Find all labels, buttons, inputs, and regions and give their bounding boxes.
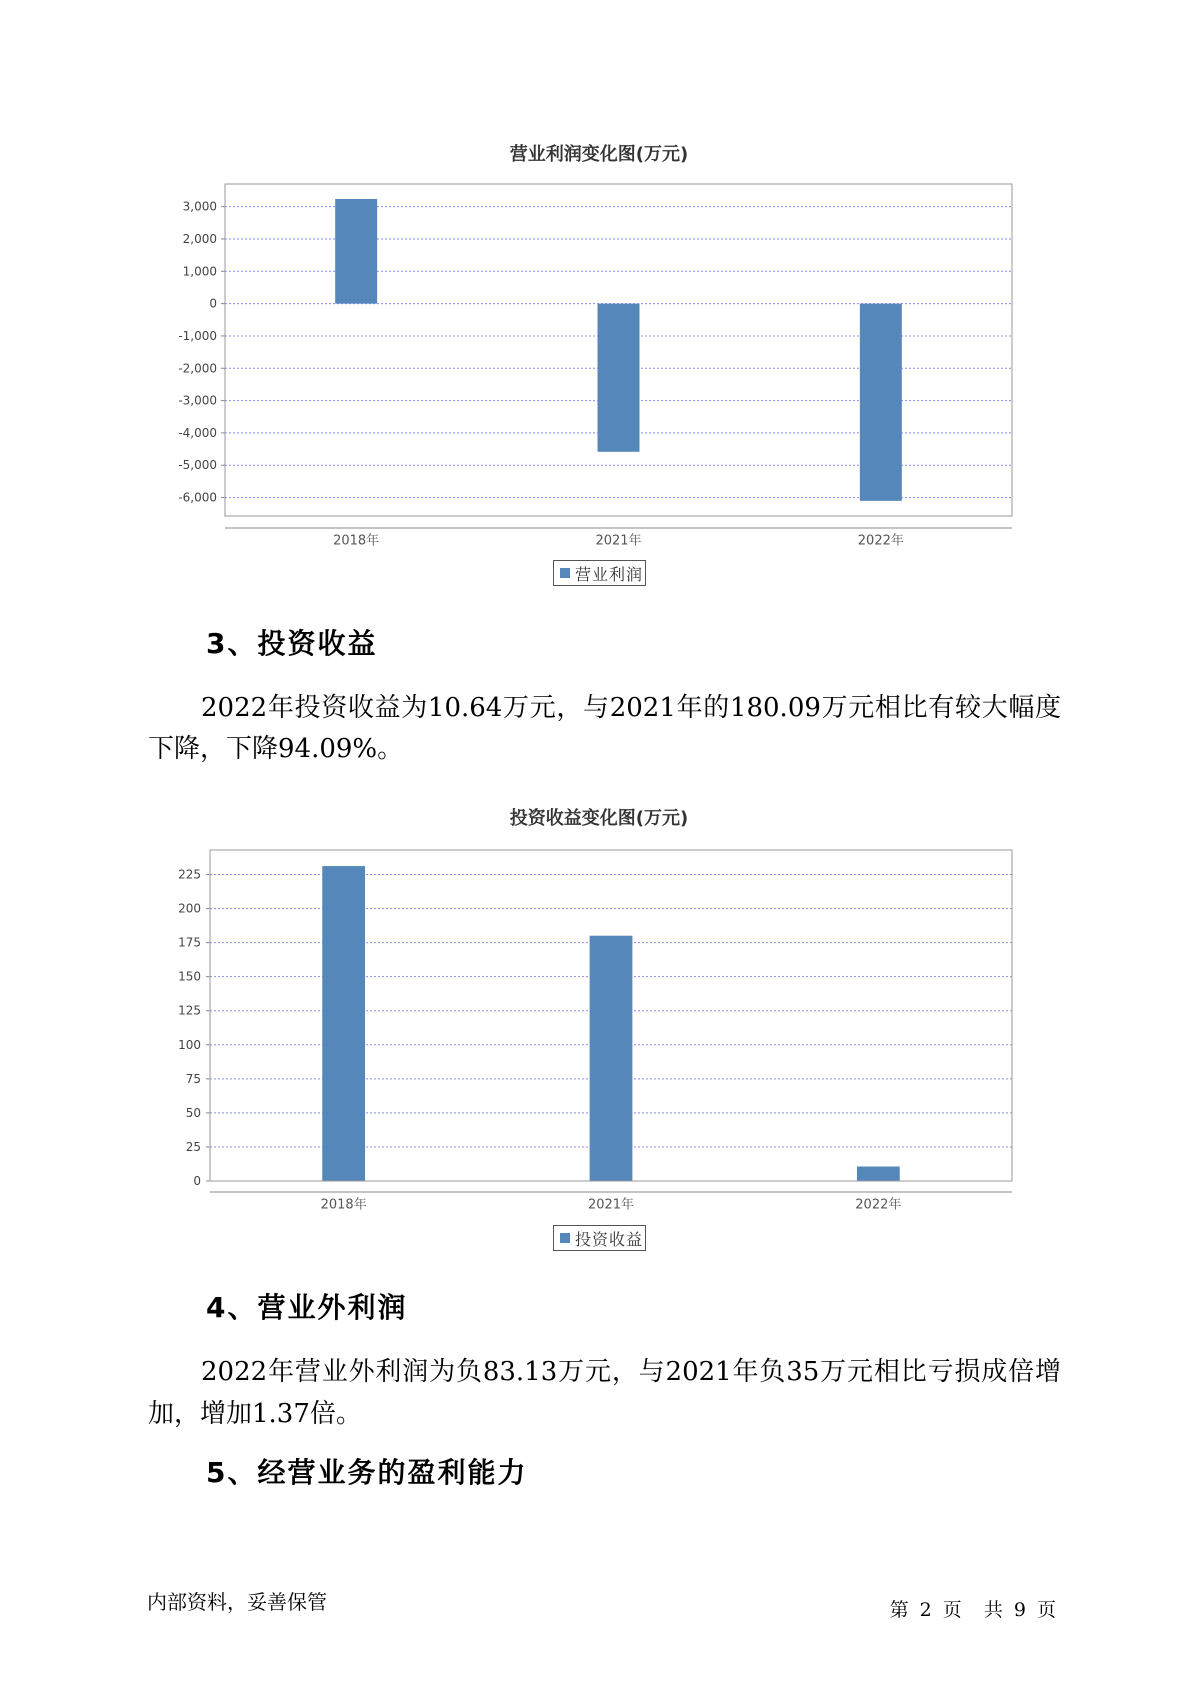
chart-plot <box>0 835 1191 1235</box>
x-tick-label: 2021年 <box>587 1197 635 1213</box>
legend-label: 营业利润 <box>575 564 644 584</box>
y-tick-label: 1,000 <box>182 264 217 279</box>
y-tick-label: 100 <box>178 1037 201 1052</box>
chart-legend <box>553 1225 646 1251</box>
bar <box>857 1167 900 1181</box>
y-tick-label: 25 <box>185 1139 201 1154</box>
y-tick-label: 150 <box>178 969 201 984</box>
x-tick-label: 2018年 <box>333 533 380 549</box>
bar <box>335 199 377 304</box>
chart-plot <box>0 170 1191 570</box>
x-tick-label: 2021年 <box>595 533 642 549</box>
y-tick-label: -2,000 <box>178 361 217 376</box>
footer-page-number: 第 2 页 共 9 页 <box>889 1599 1056 1621</box>
bar <box>322 866 365 1181</box>
y-tick-label: 200 <box>178 901 201 916</box>
section-heading: 3、投资收益 <box>206 627 378 660</box>
y-tick-label: 3,000 <box>182 199 217 214</box>
y-tick-label: 75 <box>185 1071 201 1086</box>
footer-confidential-note: 内部资料，妥善保管 <box>147 1590 327 1614</box>
bar <box>598 304 640 452</box>
legend-label: 投资收益 <box>575 1229 644 1249</box>
x-tick-label: 2018年 <box>320 1197 367 1213</box>
y-tick-label: 0 <box>209 296 217 311</box>
paragraph-line: 加，增加1.37倍。 <box>148 1399 362 1429</box>
y-tick-label: -5,000 <box>178 458 217 473</box>
x-tick-label: 2022年 <box>857 533 904 549</box>
section-heading: 5、经营业务的盈利能力 <box>206 1456 528 1489</box>
paragraph-line: 下降，下降94.09%。 <box>148 734 404 764</box>
bar <box>590 936 633 1181</box>
bar <box>860 304 902 501</box>
y-tick-label: 0 <box>193 1174 201 1188</box>
chart-title: 营业利润变化图(万元) <box>509 144 689 165</box>
y-tick-label: -4,000 <box>178 425 217 440</box>
chart-title: 投资收益变化图(万元) <box>509 808 689 829</box>
y-tick-label: 50 <box>185 1105 201 1120</box>
paragraph-line: 2022年投资收益为10.64万元，与2021年的180.09万元相比有较大幅度 <box>201 693 1061 723</box>
y-tick-label: 175 <box>178 935 201 950</box>
paragraph-line: 2022年营业外利润为负83.13万元，与2021年负35万元相比亏损成倍增 <box>201 1357 1061 1387</box>
y-tick-label: 2,000 <box>182 231 217 246</box>
y-tick-label: 125 <box>178 1003 201 1018</box>
chart-legend <box>553 560 646 586</box>
section-heading: 4、营业外利润 <box>206 1291 408 1324</box>
y-tick-label: -3,000 <box>178 393 217 408</box>
y-tick-label: 225 <box>178 867 201 882</box>
y-tick-label: -1,000 <box>178 328 217 343</box>
y-tick-label: -6,000 <box>178 490 217 505</box>
legend-swatch <box>560 568 570 578</box>
legend-swatch <box>560 1233 570 1243</box>
x-tick-label: 2022年 <box>855 1197 902 1213</box>
